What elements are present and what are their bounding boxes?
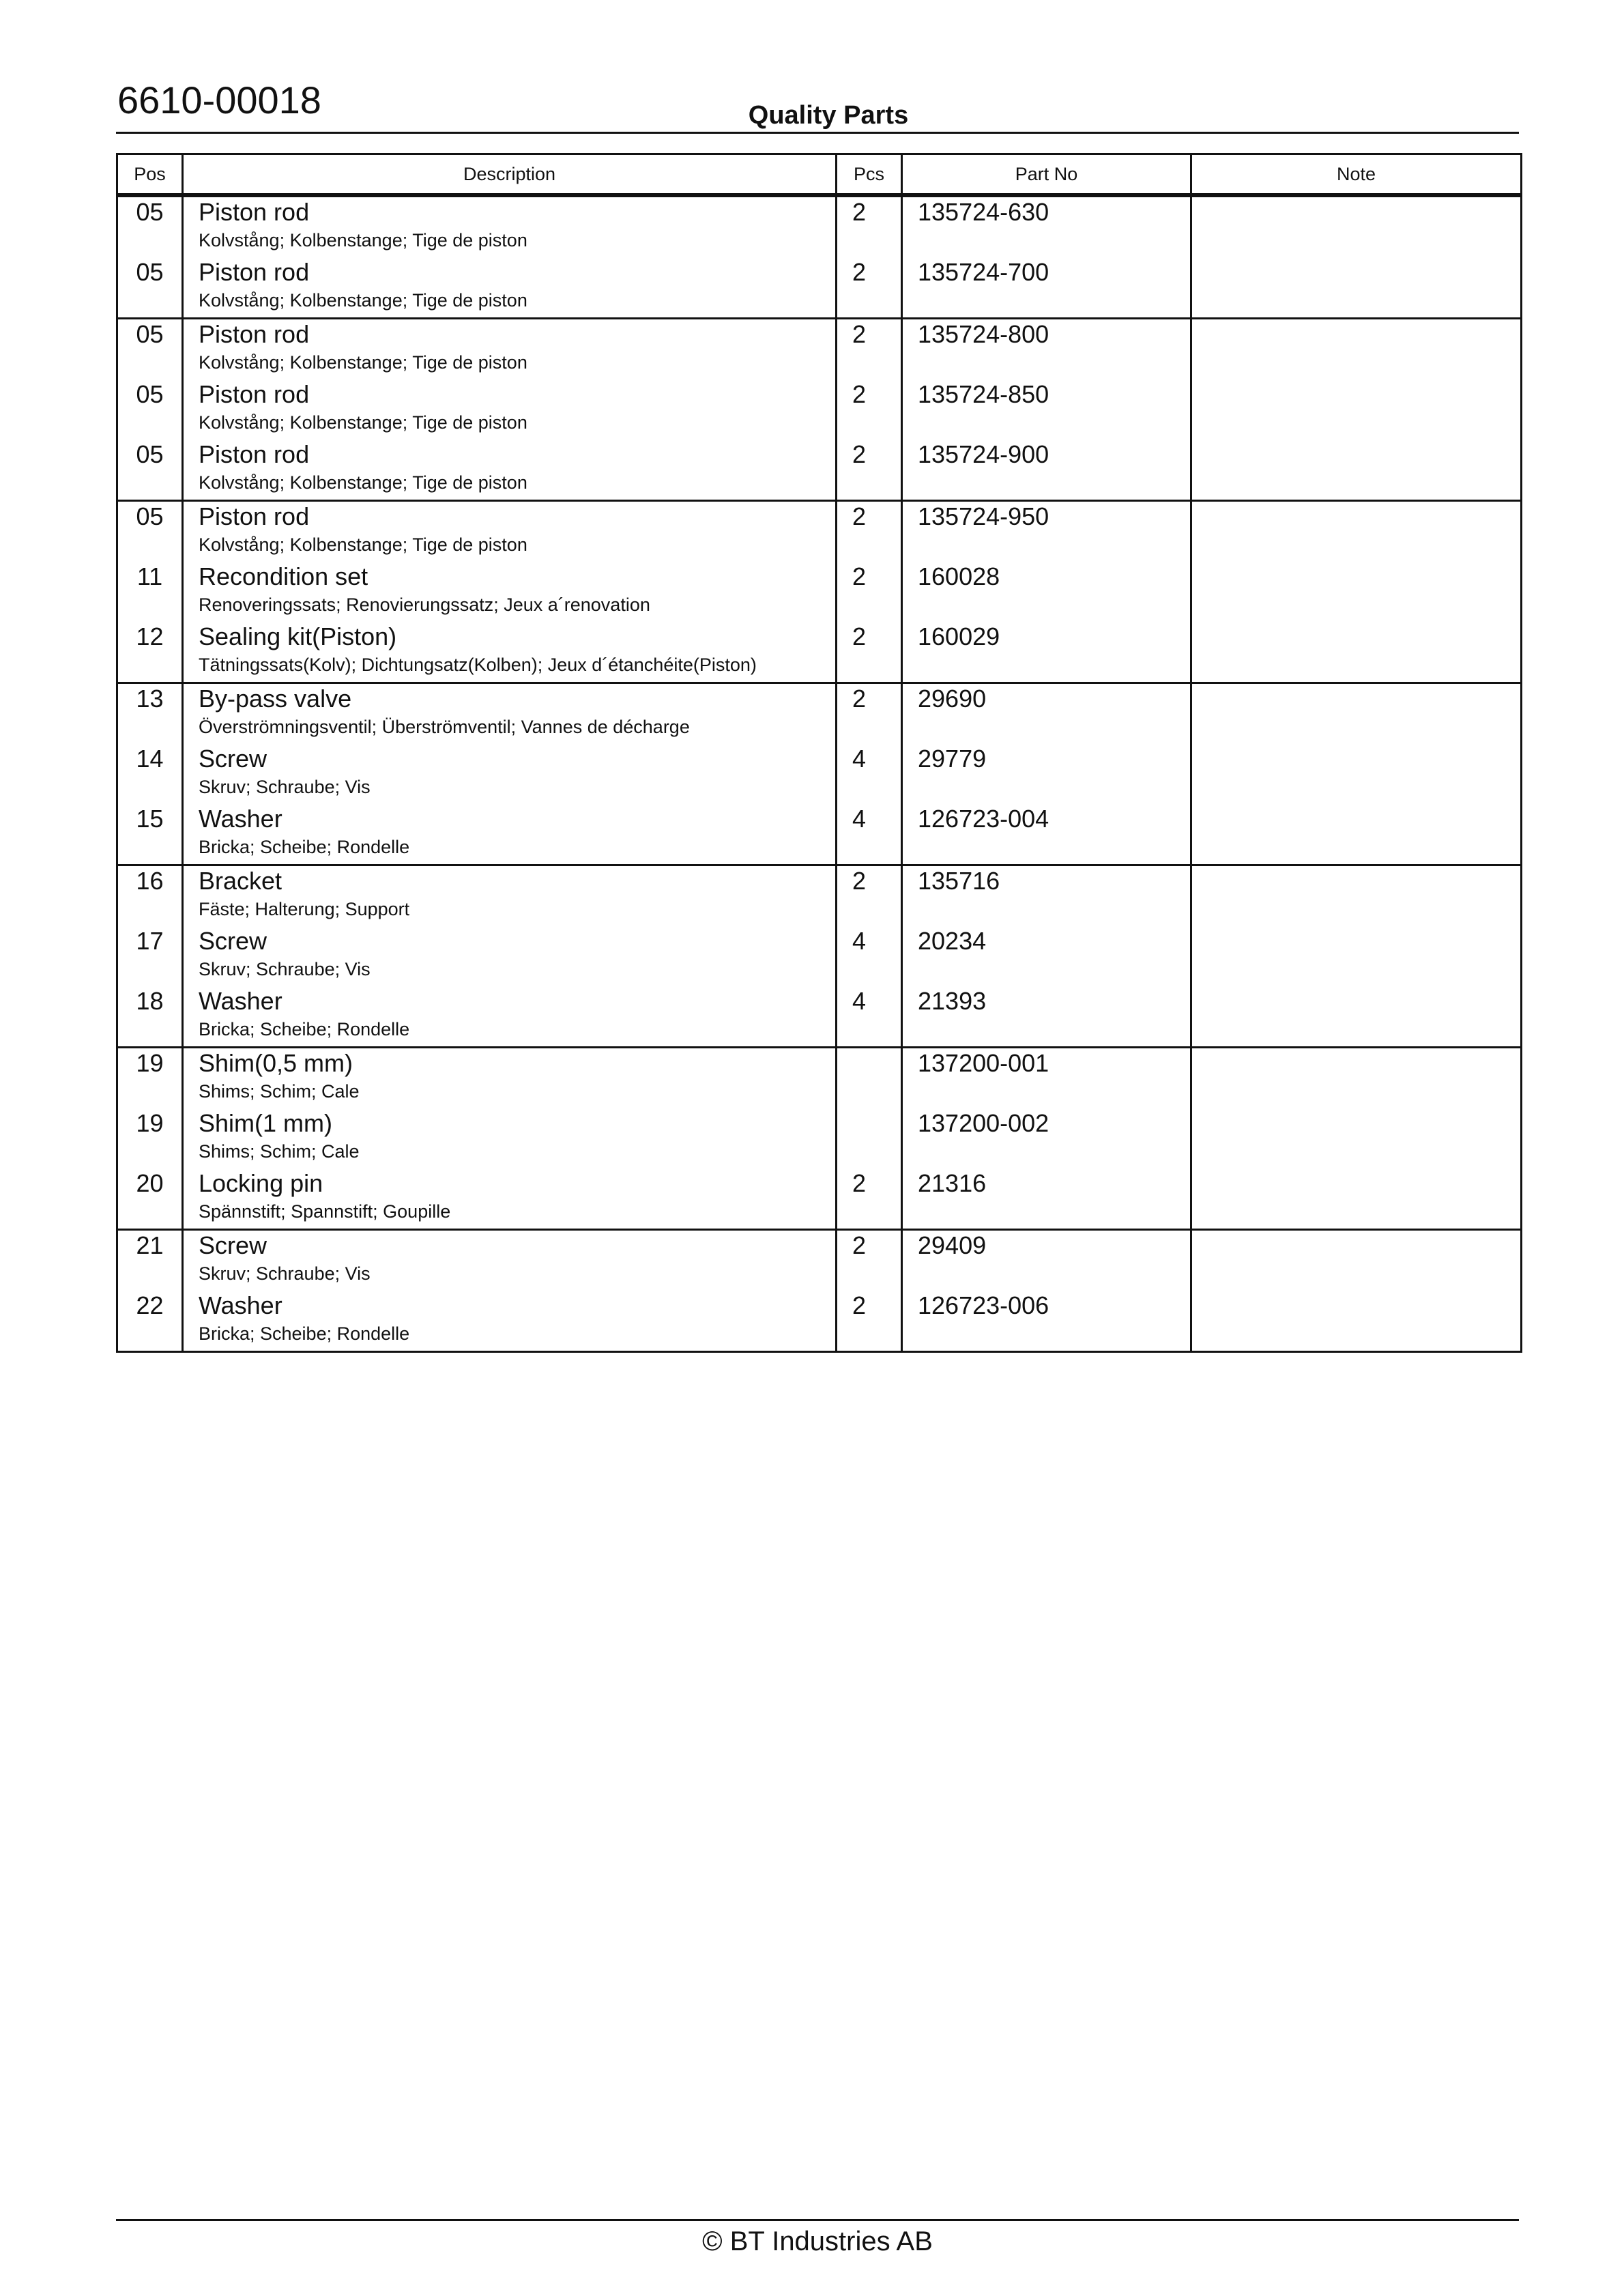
- cell-description: [183, 1291, 837, 1352]
- part-translations: Kolvstång; Kolbenstange; Tige de piston: [199, 534, 527, 555]
- footer-divider: [116, 2219, 1519, 2221]
- table-row: [117, 926, 1522, 986]
- part-translations: Kolvstång; Kolbenstange; Tige de piston: [199, 230, 527, 250]
- part-translations: Kolvstång; Kolbenstange; Tige de piston: [199, 352, 527, 373]
- cell-note: [1191, 622, 1522, 683]
- parts-table: [116, 153, 1522, 1353]
- cell-pos: 18: [117, 986, 183, 1048]
- cell-part-no: 29409: [902, 1230, 1191, 1291]
- cell-part-no: 160029: [902, 622, 1191, 683]
- cell-description: [183, 195, 837, 257]
- cell-description: [183, 744, 837, 804]
- cell-note: [1191, 865, 1522, 927]
- part-name: Piston rod: [199, 258, 310, 286]
- part-translations: Shims; Schim; Cale: [199, 1081, 360, 1102]
- cell-part-no: 29690: [902, 683, 1191, 745]
- cell-pos: 19: [117, 1108, 183, 1168]
- cell-pos: 17: [117, 926, 183, 986]
- table-row: [117, 257, 1522, 319]
- table-row: [117, 1291, 1522, 1352]
- cell-pos: 22: [117, 1291, 183, 1352]
- part-translations: Kolvstång; Kolbenstange; Tige de piston: [199, 290, 527, 311]
- part-name: Screw: [199, 745, 267, 773]
- part-name: Shim(0,5 mm): [199, 1049, 353, 1077]
- cell-pos: 13: [117, 683, 183, 745]
- cell-pcs: 2: [837, 379, 902, 440]
- cell-description: [183, 1168, 837, 1230]
- cell-note: [1191, 804, 1522, 865]
- cell-note: [1191, 319, 1522, 380]
- table-row: [117, 1168, 1522, 1230]
- cell-pcs: 2: [837, 1291, 902, 1352]
- column-header-note: Note: [1191, 154, 1522, 196]
- part-translations: Överströmningsventil; Überströmventil; Vannes de décharge: [199, 717, 690, 737]
- part-translations: Renoveringssats; Renovierungssatz; Jeux a´renovation: [199, 594, 650, 615]
- header-row: [117, 154, 1522, 196]
- cell-note: [1191, 926, 1522, 986]
- cell-pos: 16: [117, 865, 183, 927]
- parts-group: [117, 1048, 1522, 1230]
- cell-note: [1191, 1291, 1522, 1352]
- cell-description: [183, 865, 837, 927]
- cell-pos: 12: [117, 622, 183, 683]
- table-row: [117, 804, 1522, 865]
- cell-pos: 05: [117, 319, 183, 380]
- table-row: [117, 501, 1522, 562]
- table-row: [117, 865, 1522, 927]
- cell-pos: 14: [117, 744, 183, 804]
- cell-description: [183, 440, 837, 501]
- part-translations: Skruv; Schraube; Vis: [199, 777, 371, 797]
- part-translations: Fäste; Halterung; Support: [199, 899, 410, 919]
- table-row: [117, 319, 1522, 380]
- cell-note: [1191, 683, 1522, 745]
- cell-pcs: 2: [837, 195, 902, 257]
- table-row: [117, 195, 1522, 257]
- cell-part-no: 135724-700: [902, 257, 1191, 319]
- cell-description: [183, 1230, 837, 1291]
- column-header-part-no: Part No: [902, 154, 1191, 196]
- cell-note: [1191, 1048, 1522, 1109]
- cell-part-no: 21316: [902, 1168, 1191, 1230]
- cell-part-no: 160028: [902, 562, 1191, 622]
- parts-group: [117, 1230, 1522, 1352]
- part-translations: Skruv; Schraube; Vis: [199, 1263, 371, 1284]
- cell-part-no: 126723-004: [902, 804, 1191, 865]
- table-row: [117, 1048, 1522, 1109]
- parts-group: [117, 319, 1522, 501]
- part-translations: Kolvstång; Kolbenstange; Tige de piston: [199, 472, 527, 493]
- table-row: [117, 440, 1522, 501]
- cell-pcs: 2: [837, 683, 902, 745]
- cell-pos: 05: [117, 440, 183, 501]
- part-translations: Bricka; Scheibe; Rondelle: [199, 1019, 410, 1039]
- page-title: Quality Parts: [748, 101, 909, 130]
- table-row: [117, 1230, 1522, 1291]
- cell-description: [183, 926, 837, 986]
- column-header-description: Description: [183, 154, 837, 196]
- cell-pcs: 2: [837, 1230, 902, 1291]
- part-name: Piston rod: [199, 380, 310, 408]
- cell-pos: 05: [117, 195, 183, 257]
- part-name: Locking pin: [199, 1169, 323, 1197]
- cell-part-no: 135724-800: [902, 319, 1191, 380]
- cell-pcs: 4: [837, 986, 902, 1048]
- cell-description: [183, 379, 837, 440]
- cell-pcs: 2: [837, 319, 902, 380]
- cell-note: [1191, 744, 1522, 804]
- part-name: Bracket: [199, 867, 282, 895]
- part-name: Shim(1 mm): [199, 1109, 332, 1137]
- table-row: [117, 986, 1522, 1048]
- column-header-pcs: Pcs: [837, 154, 902, 196]
- cell-pcs: 2: [837, 257, 902, 319]
- part-name: Piston rod: [199, 502, 310, 530]
- parts-group: [117, 195, 1522, 319]
- part-name: Screw: [199, 927, 267, 955]
- cell-pcs: [837, 1048, 902, 1109]
- document-number: 6610-00018: [117, 78, 321, 121]
- part-translations: Skruv; Schraube; Vis: [199, 959, 371, 979]
- part-translations: Spännstift; Spannstift; Goupille: [199, 1201, 451, 1222]
- cell-description: [183, 986, 837, 1048]
- parts-group: [117, 865, 1522, 1048]
- cell-description: [183, 683, 837, 745]
- cell-pos: 05: [117, 257, 183, 319]
- cell-note: [1191, 1108, 1522, 1168]
- part-name: Sealing kit(Piston): [199, 622, 397, 650]
- cell-description: [183, 319, 837, 380]
- cell-part-no: 126723-006: [902, 1291, 1191, 1352]
- parts-group: [117, 501, 1522, 683]
- footer-copyright: © BT Industries AB: [702, 2226, 933, 2256]
- cell-part-no: 135724-900: [902, 440, 1191, 501]
- cell-part-no: 137200-002: [902, 1108, 1191, 1168]
- column-header-pos: Pos: [117, 154, 183, 196]
- part-name: Washer: [199, 1291, 282, 1319]
- cell-pcs: 2: [837, 562, 902, 622]
- cell-pcs: 4: [837, 744, 902, 804]
- cell-pcs: 4: [837, 804, 902, 865]
- cell-pcs: 2: [837, 440, 902, 501]
- cell-pcs: 2: [837, 1168, 902, 1230]
- cell-pos: 19: [117, 1048, 183, 1109]
- table-row: [117, 379, 1522, 440]
- cell-part-no: 135716: [902, 865, 1191, 927]
- part-name: Recondition set: [199, 562, 368, 590]
- cell-pcs: 4: [837, 926, 902, 986]
- cell-note: [1191, 379, 1522, 440]
- table-row: [117, 622, 1522, 683]
- part-name: Screw: [199, 1231, 267, 1259]
- cell-pos: 21: [117, 1230, 183, 1291]
- cell-pcs: 2: [837, 501, 902, 562]
- cell-description: [183, 257, 837, 319]
- part-translations: Tätningssats(Kolv); Dichtungsatz(Kolben); Jeux d´étanchéite(Piston): [199, 655, 757, 675]
- cell-note: [1191, 501, 1522, 562]
- header-divider: [116, 132, 1519, 134]
- cell-pcs: 2: [837, 865, 902, 927]
- cell-part-no: 135724-850: [902, 379, 1191, 440]
- cell-pos: 20: [117, 1168, 183, 1230]
- cell-pcs: 2: [837, 622, 902, 683]
- table-row: [117, 744, 1522, 804]
- part-translations: Shims; Schim; Cale: [199, 1141, 360, 1162]
- part-name: Piston rod: [199, 440, 310, 468]
- part-name: Washer: [199, 987, 282, 1015]
- parts-group: [117, 683, 1522, 865]
- cell-note: [1191, 1230, 1522, 1291]
- part-name: By-pass valve: [199, 685, 352, 713]
- part-name: Piston rod: [199, 198, 310, 226]
- cell-pos: 05: [117, 501, 183, 562]
- cell-description: [183, 1048, 837, 1109]
- cell-description: [183, 622, 837, 683]
- part-translations: Kolvstång; Kolbenstange; Tige de piston: [199, 412, 527, 433]
- table-row: [117, 683, 1522, 745]
- cell-part-no: 135724-630: [902, 195, 1191, 257]
- cell-note: [1191, 195, 1522, 257]
- cell-pos: 11: [117, 562, 183, 622]
- cell-part-no: 137200-001: [902, 1048, 1191, 1109]
- part-translations: Bricka; Scheibe; Rondelle: [199, 837, 410, 857]
- table-row: [117, 1108, 1522, 1168]
- part-name: Piston rod: [199, 320, 310, 348]
- cell-description: [183, 804, 837, 865]
- cell-note: [1191, 440, 1522, 501]
- cell-note: [1191, 257, 1522, 319]
- part-translations: Bricka; Scheibe; Rondelle: [199, 1323, 410, 1344]
- cell-description: [183, 1108, 837, 1168]
- cell-part-no: 135724-950: [902, 501, 1191, 562]
- part-name: Washer: [199, 805, 282, 833]
- cell-description: [183, 501, 837, 562]
- cell-note: [1191, 562, 1522, 622]
- cell-note: [1191, 1168, 1522, 1230]
- parts-table-header: [117, 154, 1522, 196]
- cell-pos: 15: [117, 804, 183, 865]
- cell-part-no: 21393: [902, 986, 1191, 1048]
- table-row: [117, 562, 1522, 622]
- cell-pos: 05: [117, 379, 183, 440]
- cell-part-no: 20234: [902, 926, 1191, 986]
- cell-description: [183, 562, 837, 622]
- cell-note: [1191, 986, 1522, 1048]
- cell-part-no: 29779: [902, 744, 1191, 804]
- cell-pcs: [837, 1108, 902, 1168]
